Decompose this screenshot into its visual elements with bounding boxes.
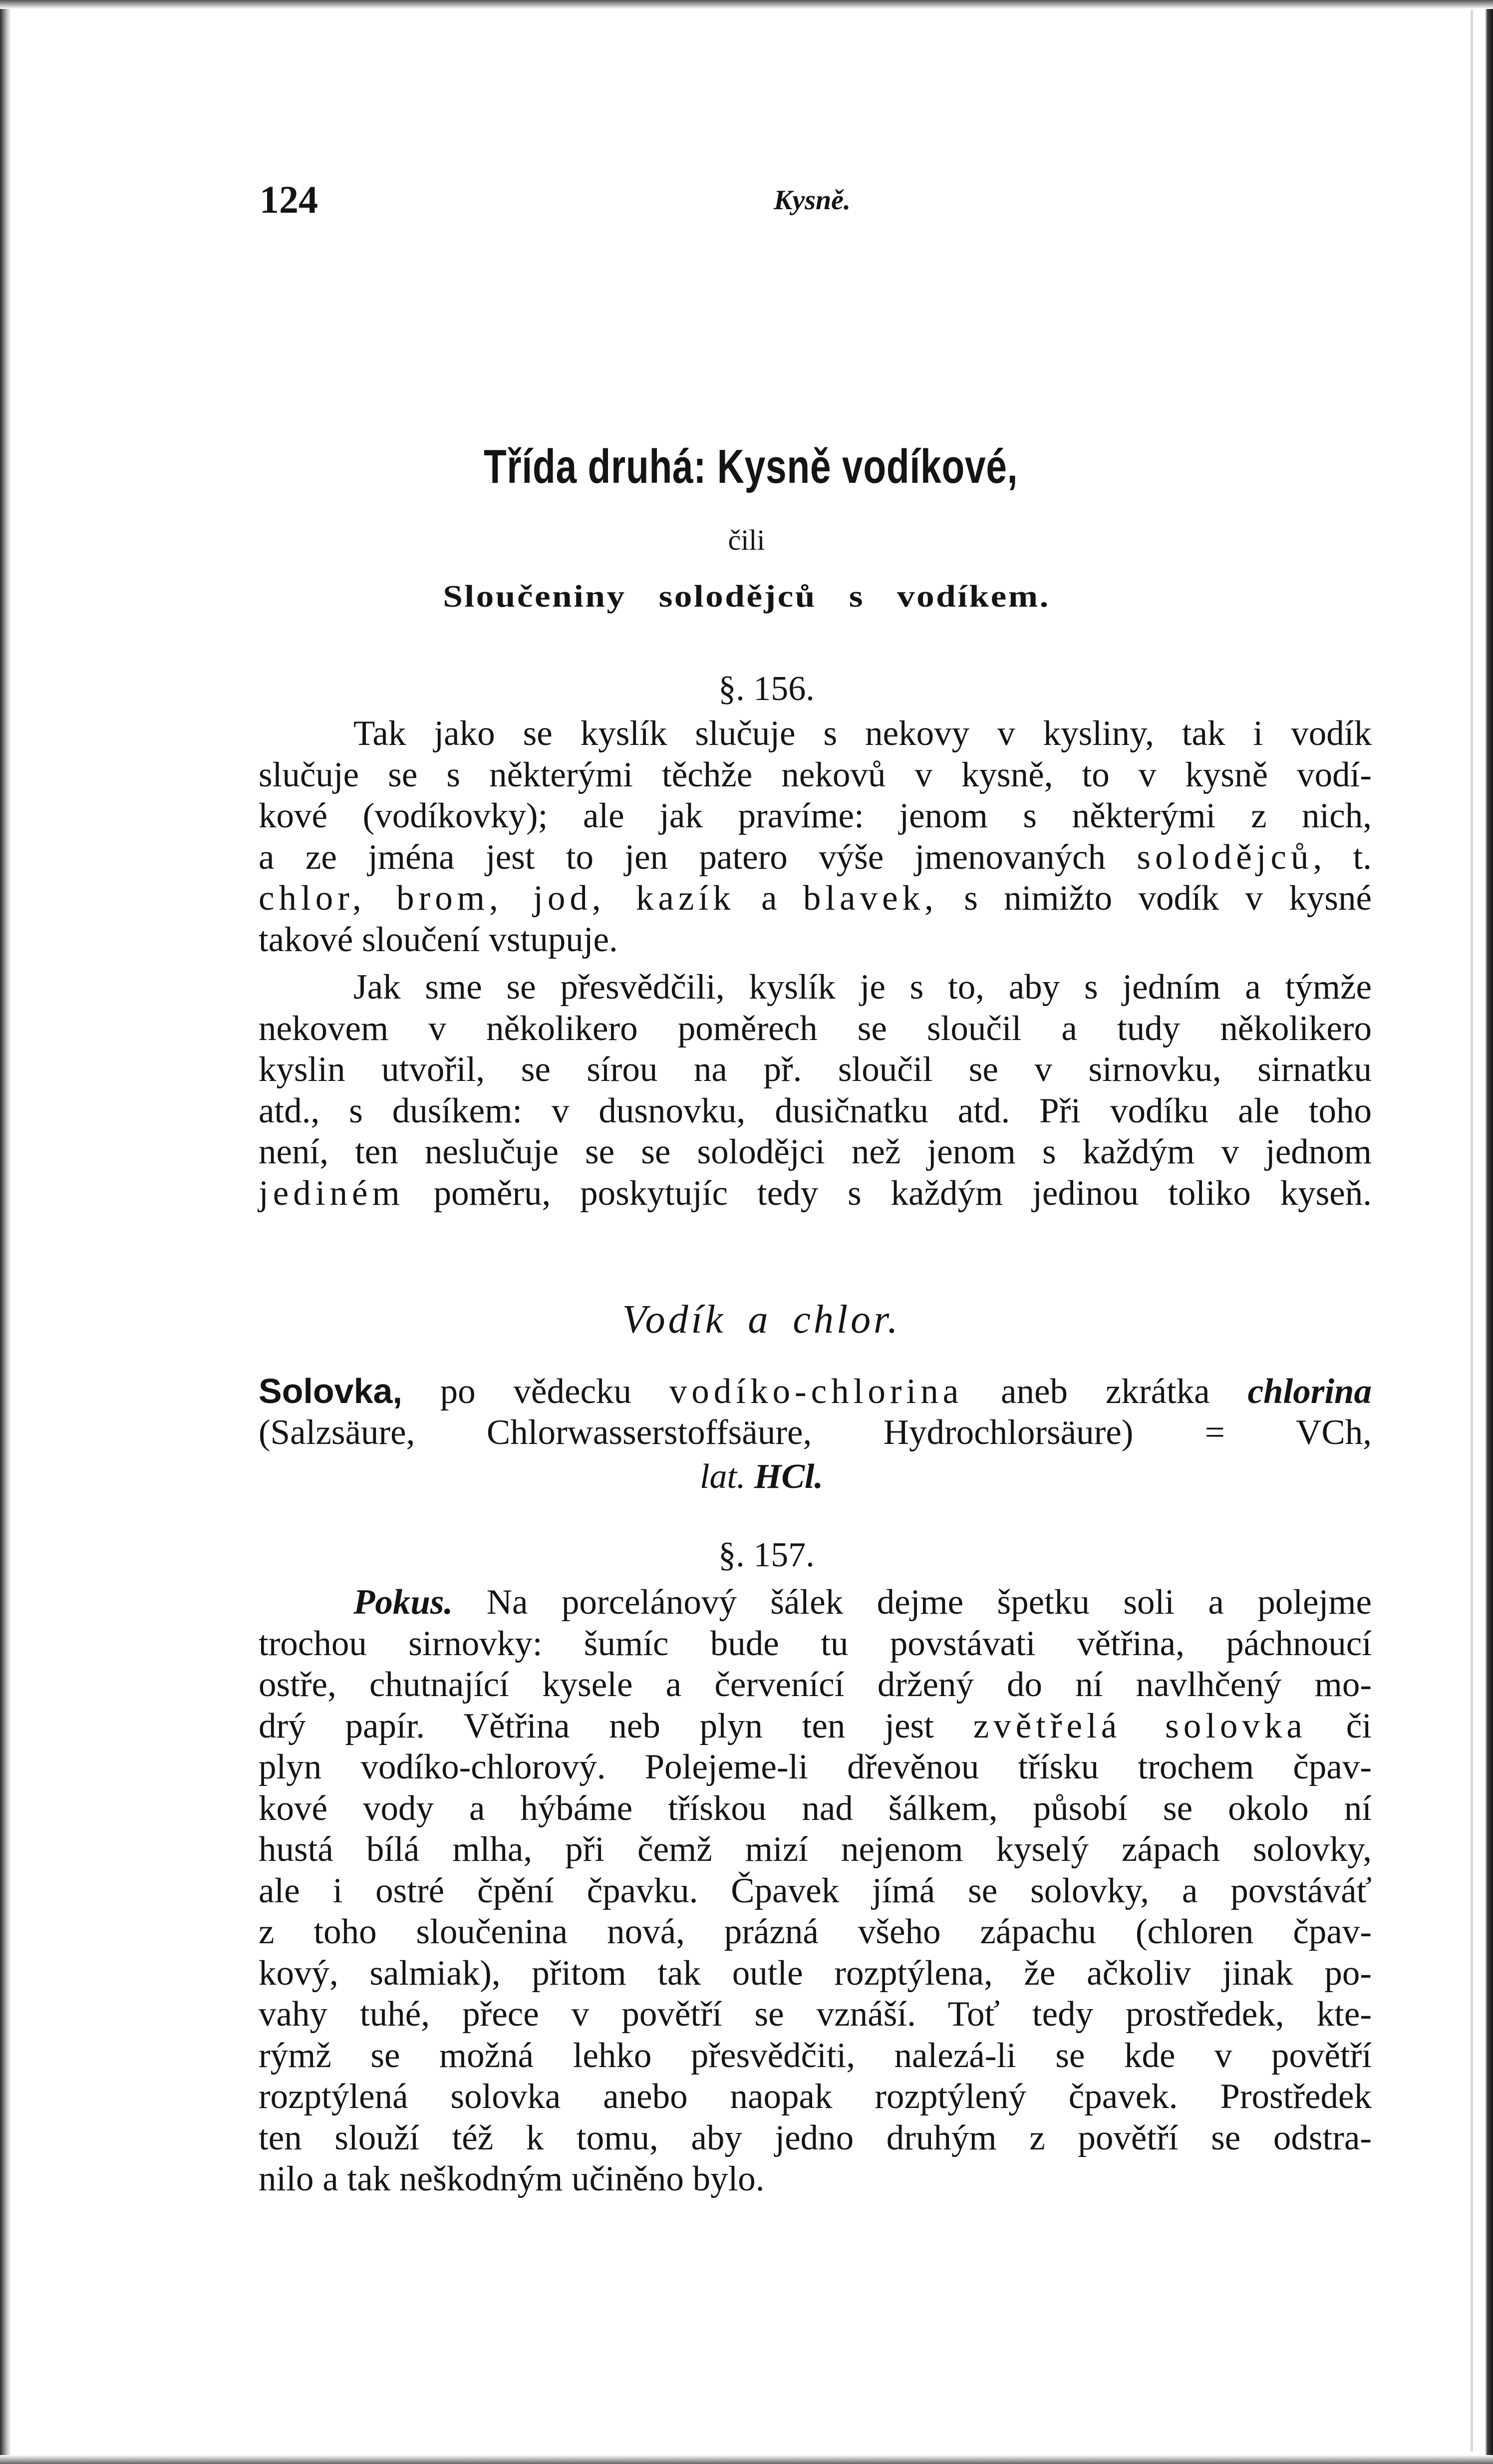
text-segment: po vědecku xyxy=(440,1372,631,1411)
text-line: kové vody a hýbáme třískou nad šálkem, působí se okolo ní xyxy=(259,1788,1372,1828)
text-segment: , t. xyxy=(1313,837,1372,877)
running-head xyxy=(260,177,879,227)
text-line: Tak jako se kyslík slučuje s nekovy v kysliny, tak i vodík xyxy=(353,714,1372,753)
pokus-label: Pokus. xyxy=(353,1583,453,1622)
text-line xyxy=(259,878,1372,919)
chemical-formula: HCl. xyxy=(754,1457,823,1496)
spaced-term: chlor, brom, jod, kazík xyxy=(259,879,735,918)
text-line: nekovem v několikero poměrech se sloučil a tudy několikero xyxy=(259,1009,1372,1048)
section-157-mark: §. 157. xyxy=(718,1536,815,1574)
section-156-mark: §. 156. xyxy=(718,670,815,708)
bottom-page-edge xyxy=(0,2455,1493,2464)
spaced-term: vodíko-chlorina xyxy=(669,1372,963,1411)
text-segment: či xyxy=(1346,1706,1372,1746)
text-line: takové sloučení vstupuje. xyxy=(259,920,618,959)
paragraph-156-2 xyxy=(259,967,1372,1214)
text-line xyxy=(259,1371,1372,1412)
latin-label: lat. xyxy=(700,1457,746,1496)
text-line xyxy=(259,1706,1372,1747)
spaced-term: blavek, xyxy=(803,879,938,918)
text-line: ten slouží též k tomu, aby jedno druhým z povětří se odstra- xyxy=(259,2118,1372,2157)
top-page-edge xyxy=(0,0,1493,9)
text-segment: poměru, poskytujíc tedy s každým jedinou toliko kyseň. xyxy=(433,1173,1372,1213)
right-page-edge xyxy=(1485,0,1493,2464)
text-line: rozptýlená solovka anebo naopak rozptýlený čpavek. Prostředek xyxy=(259,2077,1372,2116)
text-line xyxy=(259,1582,1372,1623)
text-line: ale i ostré čpění čpavku. Čpavek jímá se solovky, a povstáváť xyxy=(259,1871,1372,1910)
paragraph-156-1 xyxy=(259,713,1372,960)
text-line: Jak sme se přesvědčili, kyslík je s to, aby s jedním a týmže xyxy=(353,968,1372,1007)
running-title: Kysně. xyxy=(774,185,851,216)
text-line: vahy tuhé, přece v povětří se vznáší. Toť tedy prostředek, kte- xyxy=(259,1995,1372,2034)
text-line: nilo a tak neškodným učiněno bylo. xyxy=(259,2159,765,2198)
left-page-edge xyxy=(0,0,11,2464)
spaced-term: zvětřelá solovka xyxy=(973,1706,1307,1746)
defined-term: Solovka, xyxy=(259,1372,402,1410)
text-line: atd., s dusíkem: v dusnovku, dusičnatku atd. Při vodíku ale toho xyxy=(259,1091,1372,1130)
conjunction: čili xyxy=(728,524,765,556)
text-segment: aneb zkrátka xyxy=(1001,1372,1210,1411)
paragraph-157 xyxy=(259,1582,1372,2200)
text-line: plyn vodíko-chlorový. Polejeme-li dřevěnou třísku trochem čpav- xyxy=(259,1748,1372,1786)
text-line: rýmž se možná lehko přesvědčiti, nalezá-li se kde v povětří xyxy=(259,2036,1372,2075)
text-line: není, ten neslučuje se se solodějci než jenom s každým v jednom xyxy=(259,1132,1372,1171)
text-line: kové (vodíkovky); ale jak pravíme: jenom s některými z nich, xyxy=(259,796,1372,835)
text-line xyxy=(259,1173,1372,1214)
text-line: kyslin utvořil, se sírou na př. sloučil se v sirnovku, sirnatku xyxy=(259,1050,1372,1089)
text-line: slučuje se s některými těchže nekovů v kysně, to v kysně vodí- xyxy=(259,755,1372,794)
text-line: z toho sloučenina nová, prázná všeho zápachu (chloren čpav- xyxy=(259,1912,1372,1951)
spaced-term: jediném xyxy=(259,1173,404,1213)
class-subtitle: Sloučeniny solodějců s vodíkem. xyxy=(443,580,1050,614)
text-segment: a ze jména jest to jen patero výše jmenovaných xyxy=(259,837,1106,877)
text-segment: a xyxy=(761,879,777,918)
text-line: trochou sirnovky: šumíc bude tu povstávati větřina, páchnoucí xyxy=(259,1624,1372,1663)
text-line: ostře, chutnající kysele a červenící držený do ní navlhčený mo- xyxy=(259,1665,1372,1704)
text-line: hustá bílá mlha, při čemž mizí nejenom kyselý zápach solovky, xyxy=(259,1830,1372,1869)
text-line xyxy=(259,837,1372,878)
text-line: kový, salmiak), přitom tak outle rozptýlena, že ačkoliv jinak po- xyxy=(259,1953,1372,1993)
spaced-term: solodějců xyxy=(1137,837,1313,877)
text-line: (Salzsäure, Chlorwasserstoffsäure, Hydrochlorsäure) = VCh, xyxy=(259,1412,1372,1452)
definition-solovka xyxy=(259,1371,1372,1453)
text-segment: Na porcelánový šálek dejme špetku soli a polejme xyxy=(486,1583,1372,1622)
subsection-heading: Vodík a chlor. xyxy=(622,1298,901,1342)
latin-formula xyxy=(0,1457,1493,1497)
page-number: 124 xyxy=(260,178,318,221)
right-page-gutter-line xyxy=(1471,10,1473,2452)
text-segment: s nimižto vodík v kysné xyxy=(964,879,1372,918)
text-segment: drý papír. Větřina neb plyn ten jest xyxy=(259,1706,934,1746)
class-title: Třída druhá: Kysně vodíkové, xyxy=(483,440,1018,493)
latin-name: chlorina xyxy=(1247,1372,1372,1411)
